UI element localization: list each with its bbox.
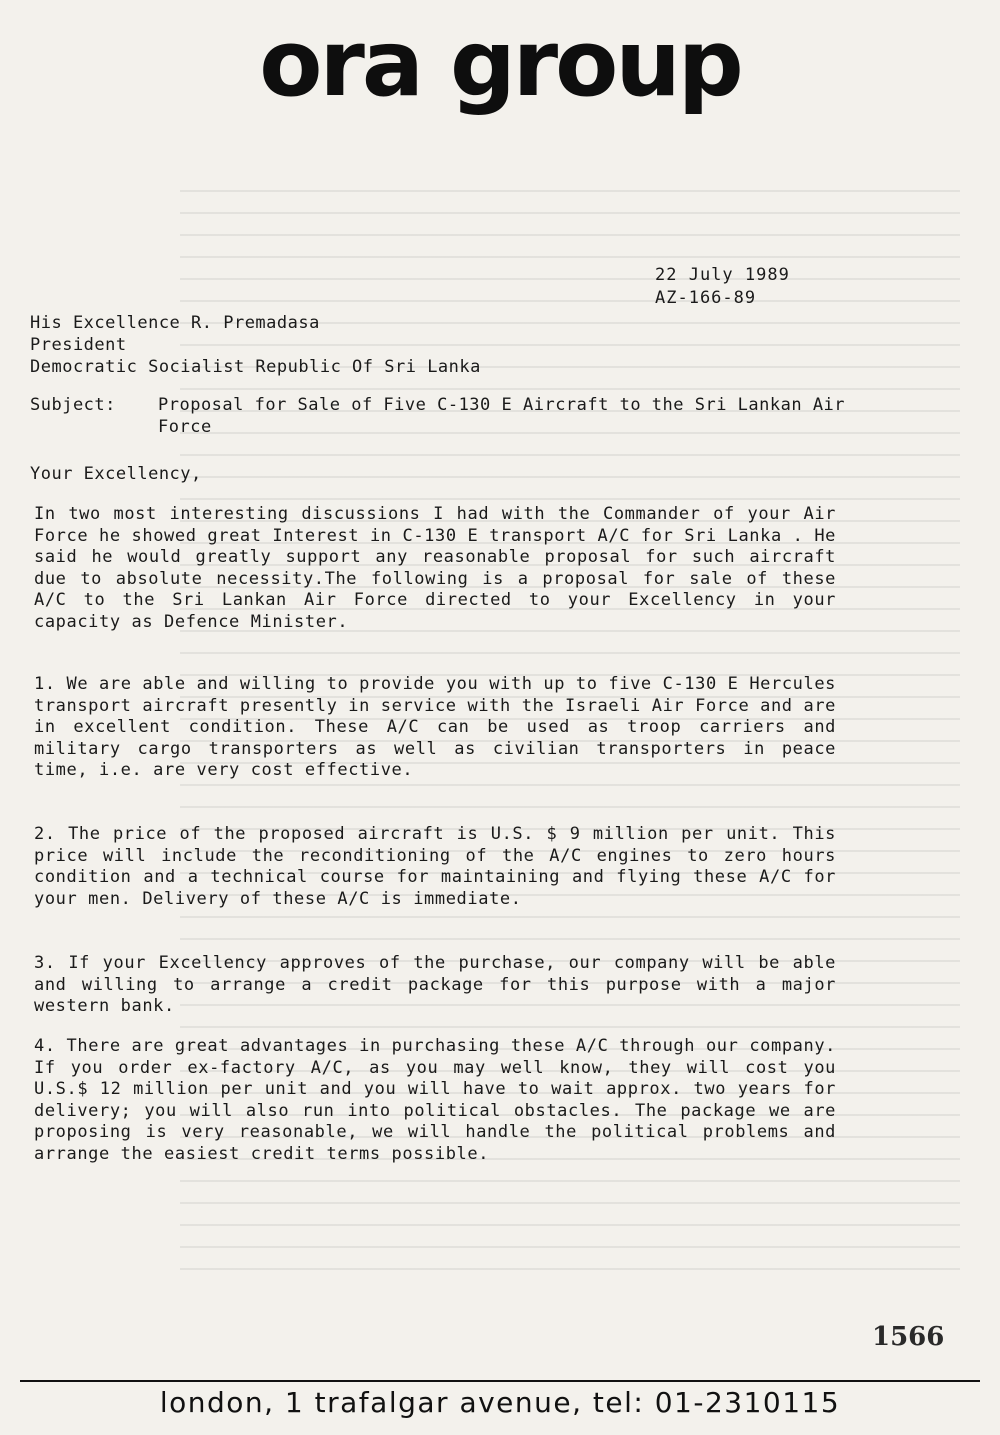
page-number-stamp: 1566 [872, 1322, 945, 1352]
body-paragraph-1: 1. We are able and willing to provide you with up to five C-130 E Hercules transport aircraft presently in service with the Israeli Air Force and are in excellent condition. These A/C can be used as troop carriers and military cargo transporters as well as civilian transporters in peace time, i.e. are very cost effective. [34, 674, 836, 781]
body-paragraph-4: 4. There are great advantages in purchasing these A/C through our company. If you order ex-factory A/C, as you may well know, they will cost you U.S.$ 12 million per unit and you will have to wait approx. two years for delivery; you will also run into political obstacles. The package we are proposing is very reasonable, we will handle the political problems and arrange the easiest credit terms possible. [34, 1036, 836, 1164]
salutation: Your Excellency, [30, 464, 202, 484]
addressee-block [30, 312, 481, 378]
body-paragraph-2: 2. The price of the proposed aircraft is U.S. $ 9 million per unit. This price will include the reconditioning of the A/C engines to zero hours condition and a technical course for maintaining and flying these A/C for your men. Delivery of these A/C is immediate. [34, 824, 836, 909]
reference-number: AZ-166-89 [655, 288, 757, 308]
footer-address: london, 1 trafalgar avenue, tel: 01-2310115 [159, 1386, 841, 1419]
letter-date: 22 July 1989 [655, 265, 790, 285]
subject-text: Proposal for Sale of Five C-130 E Aircraft to the Sri Lankan Air Force [158, 395, 846, 437]
body-paragraph-3: 3. If your Excellency approves of the purchase, our company will be able and willing to arrange a credit package for this purpose with a major western bank. [34, 953, 836, 1017]
reference-block [655, 264, 790, 310]
company-logo: ora group [259, 10, 741, 117]
body-paragraph-intro: In two most interesting discussions I had with the Commander of your Air Force he showed great Interest in C-130 E transport A/C for Sri Lanka . He said he would greatly support any reasonable proposal for such aircraft due to absolute necessity.The following is a proposal for sale of these A/C to the Sri Lankan Air Force directed to your Excellency in your capacity as Defence Minister. [34, 504, 836, 632]
subject-line [30, 394, 850, 438]
addressee-title: President [30, 335, 127, 355]
footer-rule [20, 1380, 980, 1382]
addressee-country: Democratic Socialist Republic Of Sri Lanka [30, 357, 481, 377]
subject-label: Subject: [30, 395, 116, 415]
addressee-name: His Excellence R. Premadasa [30, 313, 320, 333]
